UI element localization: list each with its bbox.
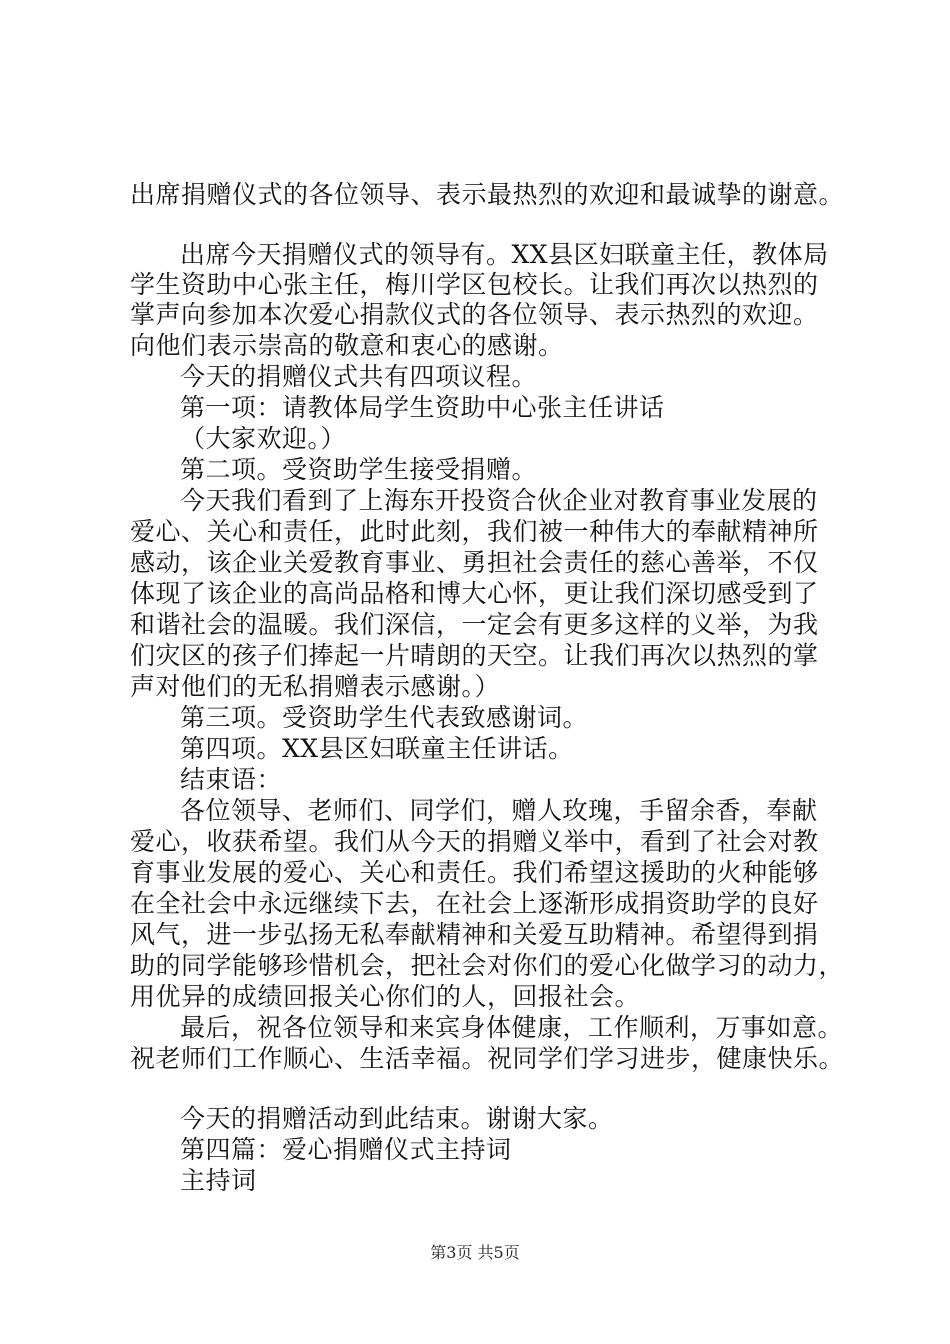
text-line: 学生资助中心张主任，梅川学区包校长。让我们再次以热烈的 — [130, 270, 819, 299]
text-line: 感动，该企业关爱教育事业、勇担社会责任的慈心善举，不仅 — [130, 548, 819, 577]
text-line: 声对他们的无私捐赠表示感谢。） — [130, 672, 501, 701]
text-line: 今天的捐赠活动到此结束。谢谢大家。 — [180, 1104, 614, 1133]
text-line: 今天我们看到了上海东开投资合伙企业对教育事业发展的 — [180, 486, 818, 515]
text-line: 和谐社会的温暖。我们深信，一定会有更多这样的义举，为我 — [130, 610, 819, 639]
text-line: 第二项。受资助学生接受捐赠。 — [180, 455, 538, 484]
text-line: 出席捐赠仪式的各位领导、表示最热烈的欢迎和最诚挚的谢意。 — [130, 180, 845, 209]
text-line: 结束语： — [180, 765, 283, 794]
text-line: 主持词 — [180, 1166, 257, 1195]
text-line: （大家欢迎。） — [180, 424, 347, 453]
text-line: 祝老师们工作顺心、生活幸福。祝同学们学习进步，健康快乐。 — [130, 1044, 845, 1073]
text-line: 各位领导、老师们、同学们，赠人玫瑰，手留余香，奉献 — [180, 796, 818, 825]
text-line: 掌声向参加本次爱心捐款仪式的各位领导、表示热烈的欢迎。 — [130, 300, 819, 329]
text-line: 向他们表示崇高的敬意和衷心的感谢。 — [130, 331, 564, 360]
text-line: 在全社会中永远继续下去，在社会上逐渐形成捐资助学的良好 — [130, 889, 819, 918]
text-line: 爱心、关心和责任，此时此刻，我们被一种伟大的奉献精神所 — [130, 517, 819, 546]
text-line: 出席今天捐赠仪式的领导有。XX县区妇联童主任，教体局 — [180, 240, 829, 269]
text-line: 体现了该企业的高尚品格和博大心怀，更让我们深切感受到了 — [130, 579, 819, 608]
text-line: 用优异的成绩回报关心你们的人，回报社会。 — [130, 982, 641, 1011]
text-line: 育事业发展的爱心、关心和责任。我们希望这援助的火种能够 — [130, 858, 819, 887]
page-footer: 第3页 共5页 — [430, 1243, 520, 1262]
text-line: 爱心，收获希望。我们从今天的捐赠义举中，看到了社会对教 — [130, 827, 819, 856]
text-line: 们灾区的孩子们捧起一片晴朗的天空。让我们再次以热烈的掌 — [130, 641, 819, 670]
text-line: 今天的捐赠仪式共有四项议程。 — [180, 362, 538, 391]
text-line: 第一项：请教体局学生资助中心张主任讲话 — [180, 393, 665, 422]
text-line: 助的同学能够珍惜机会，把社会对你们的爱心化做学习的动力， — [130, 951, 845, 980]
text-line: 第三项。受资助学生代表致感谢词。 — [180, 703, 589, 732]
text-line: 第四篇：爱心捐赠仪式主持词 — [180, 1135, 512, 1164]
text-line: 第四项。XX县区妇联童主任讲话。 — [180, 734, 574, 763]
text-line: 风气，进一步弘扬无私奉献精神和关爱互助精神。希望得到捐 — [130, 920, 819, 949]
text-line: 最后，祝各位领导和来宾身体健康，工作顺利，万事如意。 — [180, 1013, 844, 1042]
